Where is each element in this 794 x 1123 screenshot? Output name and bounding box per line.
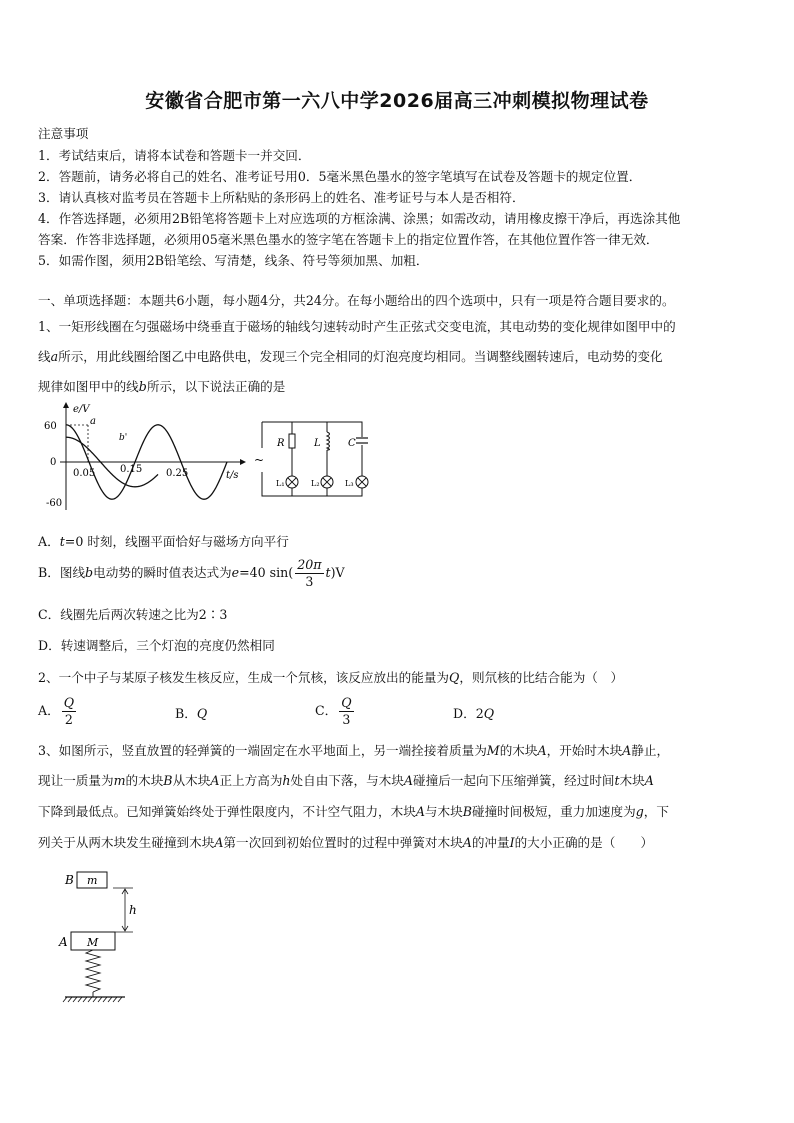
q3-stem-line: 现让一质量为m的木块B从木块A正上方高为h处自由下落，与木块A碰撞后一起向下压缩弹簧，经过时间t木块A <box>38 773 654 788</box>
q1-option-a: A．t=0 时刻，线圈平面恰好与磁场方向平行 <box>38 534 289 549</box>
y-axis-label: e/V <box>73 404 90 415</box>
emf-graph <box>40 398 250 518</box>
resistor-label: R <box>277 438 285 449</box>
lamp-label: L₂ <box>311 479 320 488</box>
q3-stem-line: 下降到最低点。已知弹簧始终处于弹性限度内，不计空气阻力，木块A与木块B碰撞时间极短，重力加速度为g，下 <box>38 804 669 819</box>
spring-block-figure <box>55 866 155 1006</box>
spring <box>86 950 100 992</box>
q1-option-c: C．线圈先后两次转速之比为2∶3 <box>38 607 228 622</box>
block-b-mass: m <box>87 874 98 887</box>
y-tick-label: -60 <box>46 498 63 509</box>
q1-stem-line: 规律如图甲中的线b所示，以下说法正确的是 <box>38 379 286 394</box>
page-title: 安徽省合肥市第一六八中学2026届高三冲刺模拟物理试卷 <box>145 90 649 112</box>
q3-stem-line: 列关于从两木块发生碰撞到木块A第一次回到初始位置时的过程中弹簧对木块A的冲量I的大小正确的是（ ） <box>38 835 654 850</box>
q1-option-b: B．图线b电动势的瞬时值表达式为e=40 sin( $\frac{20\pi}{3}$ t)V <box>38 557 345 589</box>
block-a-mass: M <box>87 936 99 949</box>
q1-stem-line: 线a所示，用此线圈给图乙中电路供电，发现三个完全相同的灯泡亮度均相同。当调整线圈转速后，电动势的变化 <box>38 349 663 364</box>
resistor <box>289 434 295 448</box>
notice-item: 1．考试结束后，请将本试卷和答题卡一并交回． <box>38 148 311 163</box>
curve-a-label: a <box>90 416 96 427</box>
curve-b-label: b' <box>119 433 128 443</box>
notice-item: 2．答题前，请务必将自己的姓名、准考证号用0．5毫米黑色墨水的签字笔填写在试卷及答题卡的规定位置． <box>38 169 642 184</box>
q3-stem-line: 3、如图所示，竖直放置的轻弹簧的一端固定在水平地面上，另一端拴接着质量为M的木块A，开始时木块A静止， <box>38 743 670 758</box>
inductor-label: L <box>314 438 321 449</box>
q1-stem-line: 1、一矩形线圈在匀强磁场中绕垂直于磁场的轴线匀速转动时产生正弦式交变电流，其电动势的变化规律如图甲中的 <box>38 319 676 334</box>
notice-heading: 注意事项 <box>38 126 89 141</box>
notice-item: 4．作答选择题，必须用2B铅笔将答题卡上对应选项的方框涂满、涂黑；如需改动，请用橡皮擦干净后，再选涂其他 <box>38 211 681 226</box>
q2-stem: 2、一个中子与某原子核发生核反应，生成一个氘核，该反应放出的能量为Q，则氘核的比结合能为（ ） <box>38 670 624 685</box>
section-heading: 一、单项选择题：本题共6小题，每小题4分，共24分。在每小题给出的四个选项中，只有一项是符合题目要求的。 <box>38 293 675 308</box>
block-a-label: A <box>59 935 68 949</box>
y-tick-label: 0 <box>50 457 57 468</box>
circuit-diagram <box>252 418 377 500</box>
notice-item: 3．请认真核对监考员在答题卡上所粘贴的条形码上的姓名、准考证号与本人是否相符． <box>38 190 525 205</box>
lamp-label: L₁ <box>276 479 285 488</box>
q2-option-c: C． $\frac{Q}{3}$ <box>315 695 352 727</box>
block-b-label: B <box>65 873 74 887</box>
y-tick-label: 60 <box>44 421 57 432</box>
lamp-label: L₃ <box>345 479 354 488</box>
x-tick-label: 0.15 <box>120 464 143 475</box>
q2-option-b: B．Q <box>175 706 208 721</box>
x-tick-label: 0.05 <box>73 468 96 479</box>
notice-item: 5．如需作图，须用2B铅笔绘、写清楚，线条、符号等须加黑、加粗． <box>38 253 429 268</box>
ac-source-symbol: ~ <box>254 453 265 467</box>
q2-option-d: D．2Q <box>453 706 495 721</box>
height-label: h <box>129 903 137 917</box>
q1-option-d: D．转速调整后，三个灯泡的亮度仍然相同 <box>38 638 275 653</box>
capacitor-label: C <box>348 438 356 449</box>
notice-item: 答案．作答非选择题，必须用05毫米黑色墨水的签字笔在答题卡上的指定位置作答，在其他位置作答一律无效． <box>38 232 659 247</box>
x-axis-label: t/s <box>226 470 239 481</box>
x-tick-label: 0.25 <box>166 468 189 479</box>
q2-option-a: A． $\frac{Q}{2}$ <box>38 695 75 727</box>
